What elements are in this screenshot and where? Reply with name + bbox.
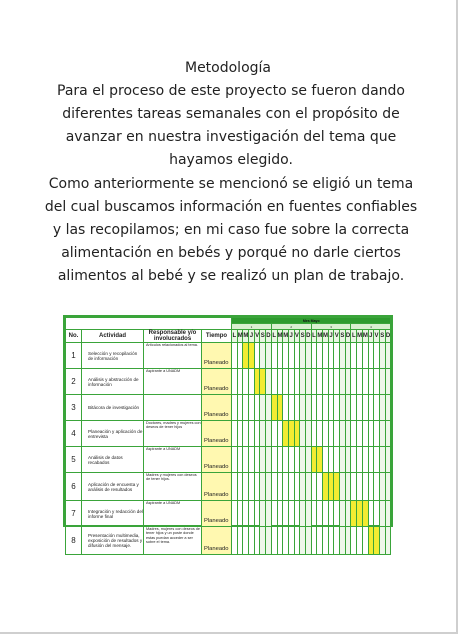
row-number: 5 [66, 447, 82, 473]
table-row [66, 501, 391, 527]
month-header: Mes Mayo [232, 318, 391, 324]
schedule-cell [385, 369, 391, 395]
row-responsible: Doctores, madres y mujeres con deseos de tener hijos [144, 421, 202, 447]
day-header: S [379, 330, 385, 343]
day-header: J [288, 330, 294, 343]
day-header: S [300, 330, 306, 343]
row-activity: Selección y recopilación de información [82, 343, 144, 369]
schedule-cell [385, 473, 391, 501]
row-number: 2 [66, 369, 82, 395]
work-plan-table-image [63, 315, 393, 552]
row-time: Planeado [202, 527, 232, 555]
row-number: 8 [66, 527, 82, 555]
header-time: Tiempo [202, 330, 232, 343]
schedule-cell [385, 421, 391, 447]
section-heading: Metodología [184, 60, 271, 76]
day-header: J [368, 330, 374, 343]
row-activity: Presentación multimedia, exposición de resultados y difusión del mensaje. [82, 527, 144, 555]
week-header: 1 [232, 324, 272, 330]
table-row [66, 447, 391, 473]
schedule-cell [385, 395, 391, 421]
day-header: D [345, 330, 351, 343]
row-activity: Análisis y abstracción de información [82, 369, 144, 395]
row-responsible: Madres y mujeres con deseos de tener hijos. [144, 473, 202, 501]
day-header: M [323, 330, 329, 343]
row-time: Planeado [202, 421, 232, 447]
day-header: V [374, 330, 380, 343]
row-activity: Integración y redacción del informe final [82, 501, 144, 527]
row-time: Planeado [202, 473, 232, 501]
table-row [66, 395, 391, 421]
methodology-paragraph-2: Como anteriormente se mencionó se eligió un tema del cual buscamos información en fuentes confiables y las recopilamos; en mi caso fue sobre la correcta alimentación en bebés y porqué no darle ciertos alimentos al bebé y se realizó un plan de trabajo. [44, 176, 418, 284]
table-row [66, 343, 391, 369]
methodology-paragraph-1: Para el proceso de este proyecto se fueron dando diferentes tareas semanales con el propósito de avanzar en nuestra investigación del tema que hayamos elegido. [57, 83, 405, 168]
table-row [66, 421, 391, 447]
day-header: M [362, 330, 368, 343]
table-row [66, 369, 391, 395]
row-number: 4 [66, 421, 82, 447]
row-responsible: Aspirante a UNADM [144, 447, 202, 473]
schedule-cell [385, 343, 391, 369]
row-activity: Análisis de datos recabados [82, 447, 144, 473]
day-header: J [328, 330, 334, 343]
day-header: D [266, 330, 272, 343]
day-header: V [294, 330, 300, 343]
day-header: L [271, 330, 277, 343]
day-header: M [243, 330, 249, 343]
schedule-cell [385, 501, 391, 527]
day-header: M [357, 330, 363, 343]
row-time: Planeado [202, 369, 232, 395]
day-header: M [317, 330, 323, 343]
schedule-cell [385, 527, 391, 555]
day-header: V [254, 330, 260, 343]
day-header: S [340, 330, 346, 343]
day-header: M [277, 330, 283, 343]
work-plan-table [65, 317, 391, 555]
day-header: M [237, 330, 243, 343]
table-row [66, 527, 391, 555]
day-header: D [385, 330, 391, 343]
row-responsible: Aspirante a UNADM [144, 369, 202, 395]
row-responsible: Madres, mujeres con deseos de tener hijos y un poste donde estas puedan acceder a ser sobre el tema. [144, 527, 202, 555]
row-number: 1 [66, 343, 82, 369]
day-header: D [305, 330, 311, 343]
day-header: L [351, 330, 357, 343]
header-activity: Actividad [82, 330, 144, 343]
week-header: 4 [351, 324, 391, 330]
row-time: Planeado [202, 501, 232, 527]
day-header: S [260, 330, 266, 343]
row-activity: Planeación y aplicación de entrevista [82, 421, 144, 447]
row-time: Planeado [202, 447, 232, 473]
blank-header-cell [66, 318, 232, 330]
row-number: 3 [66, 395, 82, 421]
week-header: 2 [271, 324, 311, 330]
week-header: 3 [311, 324, 351, 330]
header-responsible: Responsable y/o involucrados [144, 330, 202, 343]
row-responsible: Aspirante a UNADM [144, 501, 202, 527]
row-activity: Bitácora de investigación [82, 395, 144, 421]
row-time: Planeado [202, 343, 232, 369]
day-header: J [249, 330, 255, 343]
row-number: 6 [66, 473, 82, 501]
day-header: V [334, 330, 340, 343]
row-activity: Aplicación de encuesta y análisis de resultados [82, 473, 144, 501]
row-number: 7 [66, 501, 82, 527]
day-header: L [311, 330, 317, 343]
row-time: Planeado [202, 395, 232, 421]
row-responsible: Artículos relacionados al tema. [144, 343, 202, 369]
header-no: No. [66, 330, 82, 343]
day-header: L [232, 330, 238, 343]
row-responsible [144, 395, 202, 421]
table-row [66, 473, 391, 501]
day-header: M [283, 330, 289, 343]
schedule-cell [385, 447, 391, 473]
